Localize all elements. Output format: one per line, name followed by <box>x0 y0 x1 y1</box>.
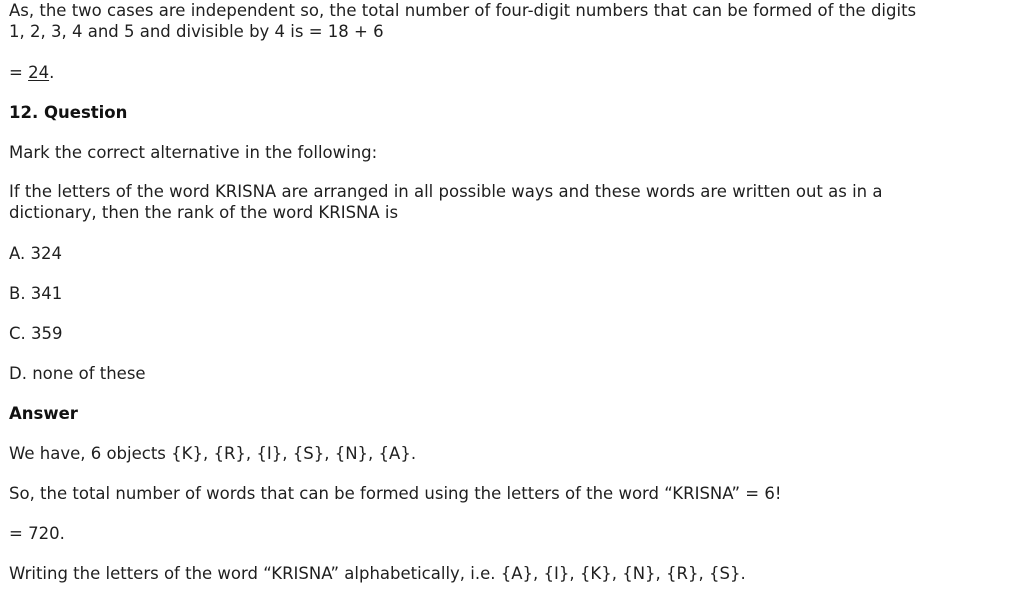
answer-heading: Answer <box>9 404 78 423</box>
result-line <box>9 62 1016 83</box>
answer-line-4: Writing the letters of the word “KRISNA” alphabetically, i.e. {A}, {I}, {K}, {N}, {R}, {S}. <box>9 564 746 583</box>
question-line-2: dictionary, then the rank of the word KRISNA is <box>9 203 399 222</box>
option-a: A. 324 <box>9 244 62 263</box>
option-b: B. 341 <box>9 284 63 303</box>
question-line-1: If the letters of the word KRISNA are arranged in all possible ways and these words are written out as in a <box>9 182 883 201</box>
instruction-text: Mark the correct alternative in the following: <box>9 143 378 162</box>
answer-line-3: = 720. <box>9 524 65 543</box>
answer-line-1: We have, 6 objects {K}, {R}, {I}, {S}, {N}, {A}. <box>9 444 417 463</box>
intro-line-2: 1, 2, 3, 4 and 5 and divisible by 4 is = 18 + 6 <box>9 22 384 41</box>
answer-line-2: So, the total number of words that can be formed using the letters of the word “KRISNA” = 6! <box>9 484 782 503</box>
result-suffix: . <box>49 63 55 82</box>
intro-paragraph <box>9 0 1016 42</box>
question-text <box>9 181 1016 223</box>
result-value: 24 <box>28 63 50 82</box>
option-d: D. none of these <box>9 364 146 383</box>
intro-line-1: As, the two cases are independent so, the total number of four-digit numbers that can be formed of the digits <box>9 1 917 20</box>
option-c: C. 359 <box>9 324 63 343</box>
question-heading: 12. Question <box>9 103 128 122</box>
result-prefix: = <box>9 63 29 82</box>
